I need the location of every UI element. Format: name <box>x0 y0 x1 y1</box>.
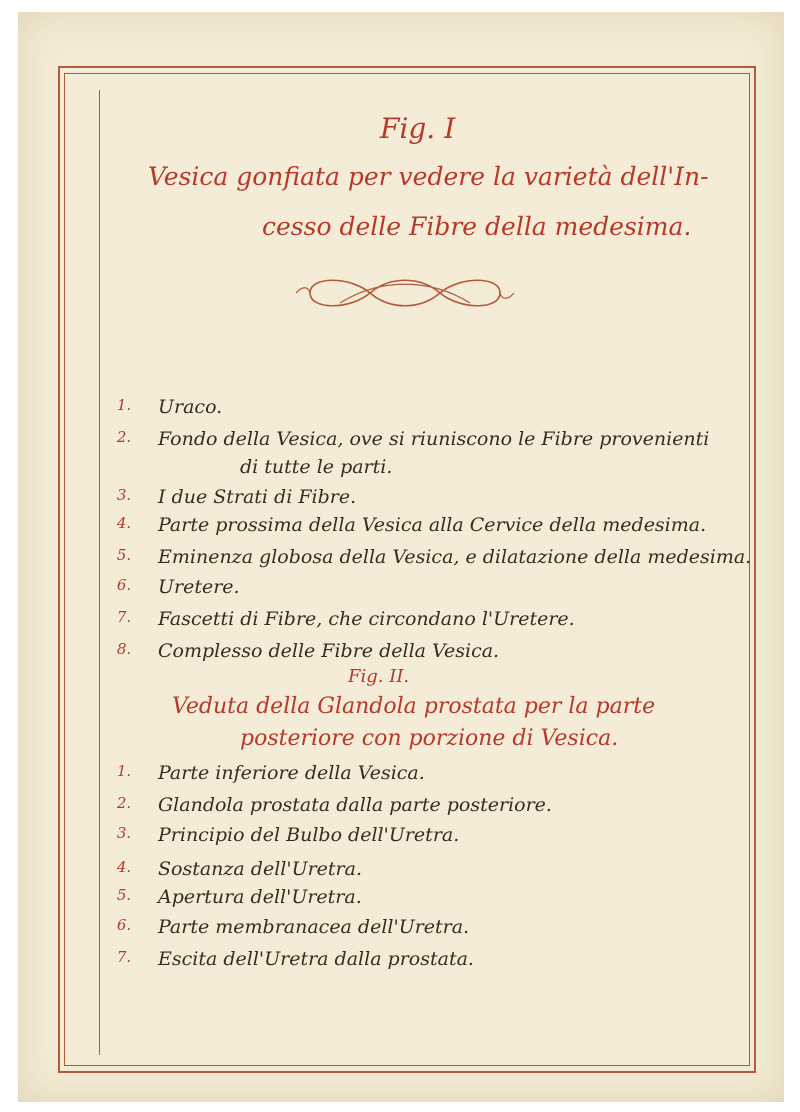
list-item <box>0 546 800 580</box>
list-item <box>0 824 800 858</box>
item-number: 2. <box>116 794 132 812</box>
item-text: Glandola prostata dalla parte posteriore. <box>158 794 552 816</box>
item-number: 6. <box>116 576 132 594</box>
list-item <box>0 886 800 920</box>
list-item <box>0 948 800 982</box>
item-number: 4. <box>116 514 132 532</box>
item-number: 4. <box>116 858 132 876</box>
list-item <box>0 794 800 828</box>
item-text: Complesso delle Fibre della Vesica. <box>158 640 500 662</box>
item-number: 1. <box>116 396 132 414</box>
item-text: Principio del Bulbo dell'Uretra. <box>158 824 460 846</box>
fig1-title-line2: cesso delle Fibre della medesima. <box>262 212 692 241</box>
item-number: 5. <box>116 886 132 904</box>
list-item <box>0 514 800 548</box>
fig1-label: Fig. I <box>380 112 456 145</box>
item-text: I due Strati di Fibre. <box>158 486 357 508</box>
item-text: Uraco. <box>158 396 223 418</box>
item-text: di tutte le parti. <box>240 456 393 478</box>
list-item <box>0 916 800 950</box>
item-text: Eminenza globosa della Vesica, e dilatazione della medesima. <box>158 546 752 568</box>
list-item <box>0 576 800 610</box>
flourish-ornament <box>290 268 520 318</box>
item-number: 7. <box>116 948 132 966</box>
item-number: 8. <box>116 640 132 658</box>
item-text: Parte membranacea dell'Uretra. <box>158 916 470 938</box>
fig1-title-line1: Vesica gonfiata per vedere la varietà dell'In- <box>148 162 709 191</box>
list-item <box>0 762 800 796</box>
item-text: Fascetti di Fibre, che circondano l'Uretere. <box>158 608 575 630</box>
item-text: Escita dell'Uretra dalla prostata. <box>158 948 474 970</box>
item-number: 2. <box>116 428 132 446</box>
fig2-label: Fig. II. <box>348 666 410 687</box>
item-number: 3. <box>116 486 132 504</box>
list-item <box>0 608 800 642</box>
item-text: Uretere. <box>158 576 240 598</box>
item-text: Fondo della Vesica, ove si riuniscono le Fibre provenienti <box>158 428 710 450</box>
item-text: Parte prossima della Vesica alla Cervice della medesima. <box>158 514 707 536</box>
list-item <box>0 396 800 430</box>
list-item <box>0 456 800 490</box>
item-text: Parte inferiore della Vesica. <box>158 762 425 784</box>
item-number: 5. <box>116 546 132 564</box>
fig2-title-line1: Veduta della Glandola prostata per la parte <box>172 694 656 719</box>
item-number: 1. <box>116 762 132 780</box>
fig2-title-line2: posteriore con porzione di Vesica. <box>240 726 619 751</box>
item-number: 6. <box>116 916 132 934</box>
item-number: 7. <box>116 608 132 626</box>
item-text: Sostanza dell'Uretra. <box>158 858 362 880</box>
item-number: 3. <box>116 824 132 842</box>
item-text: Apertura dell'Uretra. <box>158 886 362 908</box>
